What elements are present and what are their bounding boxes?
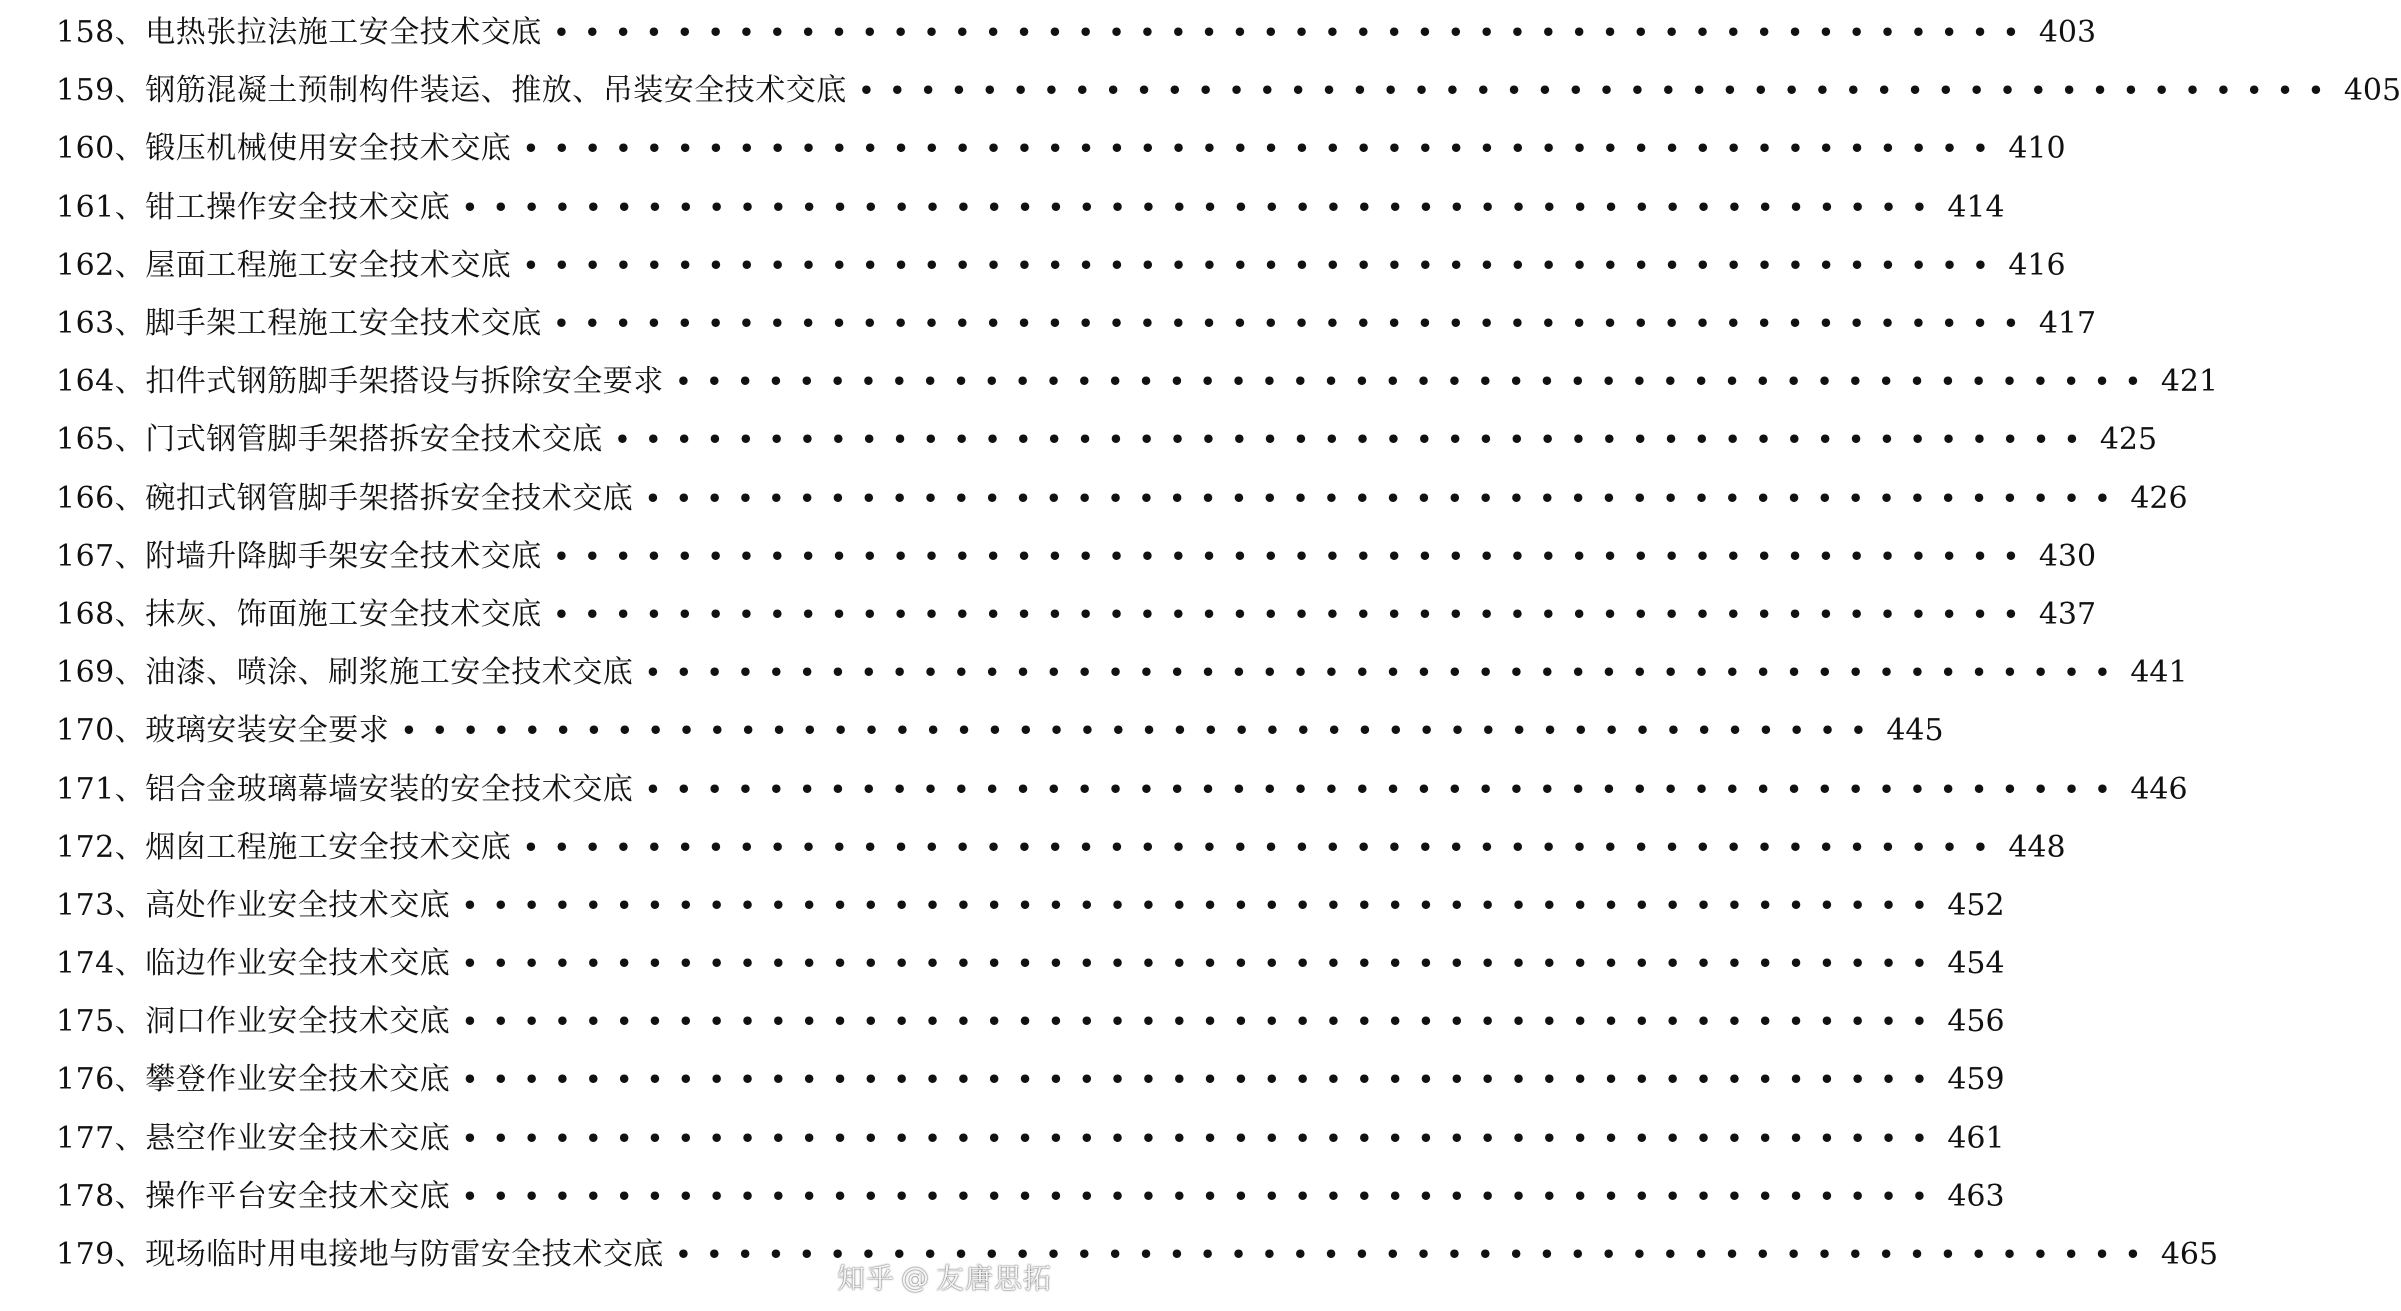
toc-entry <box>56 877 2005 935</box>
toc-dot-leader: •••••••••••••••••••••••••••••••••••••••••••••••• <box>553 18 2035 48</box>
toc-dot-leader: •••••••••••••••••••••••••••••••••••••••••••••••• <box>858 76 2340 106</box>
toc-entry-number: 163、 <box>56 306 146 342</box>
toc-entry-number: 159、 <box>56 73 146 109</box>
toc-entry-title <box>56 819 511 877</box>
watermark-author: 友唐思拓 <box>935 1262 1052 1295</box>
toc-entry-label: 洞口作业安全技术交底 <box>145 1004 451 1040</box>
toc-entry-number: 177、 <box>56 1120 146 1156</box>
toc-entry <box>56 1110 2005 1168</box>
toc-entry <box>56 819 2066 877</box>
toc-entry-title <box>56 935 450 993</box>
toc-entry-label: 铝合金玻璃幕墙安装的安全技术交底 <box>145 771 634 807</box>
toc-entry <box>56 295 2097 353</box>
toc-page-number: 456 <box>1947 1004 2005 1040</box>
toc-entry-title <box>56 761 633 819</box>
toc-entry-title <box>56 237 511 295</box>
toc-dot-leader: •••••••••••••••••••••••••••••••••••••••••••••••• <box>462 192 1943 222</box>
toc-page-number: 414 <box>1947 189 2005 225</box>
toc-entry-title <box>56 4 542 62</box>
toc-entry-number: 158、 <box>56 15 146 51</box>
toc-dot-leader: •••••••••••••••••••••••••••••••••••••••••••••••• <box>553 599 2035 629</box>
toc-entry-title <box>56 120 511 178</box>
toc-page-number: 425 <box>2099 422 2158 458</box>
toc-entry-number: 165、 <box>56 422 146 458</box>
toc-entry-title <box>56 586 542 644</box>
toc-entry-title <box>56 353 664 411</box>
toc-entry-number: 174、 <box>56 946 146 982</box>
toc-entry <box>56 353 2219 411</box>
toc-entry-number: 171、 <box>56 771 146 807</box>
toc-entry-number: 160、 <box>56 131 146 167</box>
toc-dot-leader: •••••••••••••••••••••••••••••••••••••••••••••••• <box>645 483 2126 513</box>
zhihu-watermark <box>837 1257 1052 1297</box>
toc-dot-leader: •••••••••••••••••••••••••••••••••••••••••••••••• <box>462 949 1943 979</box>
toc-dot-leader: •••••••••••••••••••••••••••••••••••••••••••••••• <box>401 716 1882 746</box>
toc-entry-label: 碗扣式钢管脚手架搭拆安全技术交底 <box>145 480 634 516</box>
toc-entry <box>56 528 2097 586</box>
toc-page-number: 441 <box>2130 655 2188 691</box>
toc-dot-leader: •••••••••••••••••••••••••••••••••••••••••••••••• <box>462 1181 1943 1211</box>
toc-entry <box>56 1168 2005 1226</box>
toc-page-number: 430 <box>2038 538 2097 574</box>
toc-page-number: 416 <box>2008 247 2066 283</box>
toc-entry-number: 175、 <box>56 1004 146 1040</box>
toc-entry-title <box>56 1226 664 1284</box>
toc-dot-leader: •••••••••••••••••••••••••••••••••••••••••••••••• <box>462 1123 1943 1153</box>
toc-page-number: 452 <box>1947 887 2005 923</box>
toc-entry-number: 164、 <box>56 364 146 400</box>
toc-entry-number: 169、 <box>56 655 146 691</box>
toc-entry-number: 179、 <box>56 1237 146 1273</box>
toc-page-number: 448 <box>2008 829 2066 865</box>
toc-page-number: 426 <box>2130 480 2188 516</box>
toc-page-number: 459 <box>1947 1062 2005 1098</box>
toc-dot-leader: •••••••••••••••••••••••••••••••••••••••••••••••• <box>675 367 2157 397</box>
toc-entry-label: 临边作业安全技术交底 <box>145 946 451 982</box>
toc-entry-title <box>56 993 450 1051</box>
toc-entry-number: 167、 <box>56 538 146 574</box>
toc-entry-number: 166、 <box>56 480 146 516</box>
toc-entry-label: 抹灰、饰面施工安全技术交底 <box>145 596 542 632</box>
toc-page-number: 461 <box>1947 1120 2005 1156</box>
toc-entry-label: 脚手架工程施工安全技术交底 <box>145 306 542 342</box>
toc-entry-title <box>56 470 633 528</box>
toc-page-number: 465 <box>2160 1237 2219 1273</box>
toc-dot-leader: •••••••••••••••••••••••••••••••••••••••••••••••• <box>462 890 1943 920</box>
toc-entry-number: 162、 <box>56 247 146 283</box>
toc-entry-title <box>56 1051 450 1109</box>
toc-entry-number: 176、 <box>56 1062 146 1098</box>
toc-entry-title <box>56 877 450 935</box>
toc-page-number: 454 <box>1947 946 2005 982</box>
toc-entry <box>56 62 2401 120</box>
table-of-contents <box>56 4 2401 1284</box>
toc-entry-label: 门式钢管脚手架搭拆安全技术交底 <box>145 422 603 458</box>
toc-dot-leader: •••••••••••••••••••••••••••••••••••••••••••••••• <box>553 309 2035 339</box>
toc-page-number: 463 <box>1947 1178 2005 1214</box>
toc-dot-leader: •••••••••••••••••••••••••••••••••••••••••••••••• <box>523 832 2004 862</box>
toc-entry-title <box>56 1110 450 1168</box>
toc-page-number: 437 <box>2038 596 2097 632</box>
toc-entry-number: 161、 <box>56 189 146 225</box>
toc-dot-leader: •••••••••••••••••••••••••••••••••••••••••••••••• <box>523 250 2004 280</box>
toc-entry-label: 悬空作业安全技术交底 <box>145 1120 451 1156</box>
toc-entry <box>56 586 2097 644</box>
toc-page-number: 403 <box>2038 15 2097 51</box>
toc-dot-leader: •••••••••••••••••••••••••••••••••••••••••••••••• <box>462 1007 1943 1037</box>
toc-entry <box>56 644 2188 702</box>
toc-entry-label: 现场临时用电接地与防雷安全技术交底 <box>145 1237 664 1273</box>
toc-entry-label: 攀登作业安全技术交底 <box>145 1062 451 1098</box>
toc-entry-label: 附墙升降脚手架安全技术交底 <box>145 538 542 574</box>
toc-entry-label: 电热张拉法施工安全技术交底 <box>145 15 542 51</box>
toc-entry-title <box>56 702 389 760</box>
toc-entry-label: 钳工操作安全技术交底 <box>145 189 451 225</box>
toc-dot-leader: •••••••••••••••••••••••••••••••••••••••••••••••• <box>553 541 2035 571</box>
watermark-brand: 知乎 <box>836 1262 895 1295</box>
toc-entry-label: 锻压机械使用安全技术交底 <box>145 131 512 167</box>
toc-entry-title <box>56 1168 450 1226</box>
toc-entry <box>56 120 2066 178</box>
toc-dot-leader: •••••••••••••••••••••••••••••••••••••••••••••••• <box>523 134 2004 164</box>
toc-entry-label: 屋面工程施工安全技术交底 <box>145 247 512 283</box>
toc-entry-title <box>56 179 450 237</box>
toc-entry <box>56 760 2188 818</box>
toc-dot-leader: •••••••••••••••••••••••••••••••••••••••••••••••• <box>675 1240 2157 1270</box>
toc-entry <box>56 237 2066 295</box>
toc-entry-label: 玻璃安装安全要求 <box>145 713 390 749</box>
toc-dot-leader: •••••••••••••••••••••••••••••••••••••••••••••••• <box>614 425 2096 455</box>
toc-entry <box>56 179 2005 237</box>
toc-entry <box>56 702 1944 760</box>
toc-entry-label: 烟囱工程施工安全技术交底 <box>145 829 512 865</box>
toc-entry-title <box>56 62 847 120</box>
watermark-separator: @ <box>900 1260 930 1294</box>
toc-entry <box>56 411 2158 469</box>
toc-entry-title <box>56 411 603 469</box>
toc-entry-number: 178、 <box>56 1178 146 1214</box>
toc-entry <box>56 1051 2005 1109</box>
toc-entry-title <box>56 295 542 353</box>
toc-page-number: 405 <box>2343 73 2401 109</box>
toc-entry-title <box>56 528 542 586</box>
toc-dot-leader: •••••••••••••••••••••••••••••••••••••••••••••••• <box>645 658 2126 688</box>
toc-entry-number: 172、 <box>56 829 146 865</box>
toc-entry-number: 170、 <box>56 713 146 749</box>
toc-entry <box>56 935 2005 993</box>
toc-entry <box>56 4 2097 62</box>
toc-entry-label: 钢筋混凝土预制构件装运、推放、吊装安全技术交底 <box>145 73 847 109</box>
toc-page-number: 421 <box>2160 364 2219 400</box>
toc-entry-label: 扣件式钢筋脚手架搭设与拆除安全要求 <box>145 364 664 400</box>
toc-page-number: 410 <box>2008 131 2066 167</box>
toc-entry <box>56 993 2005 1051</box>
toc-dot-leader: •••••••••••••••••••••••••••••••••••••••••••••••• <box>645 774 2126 804</box>
toc-entry-number: 168、 <box>56 596 146 632</box>
toc-page-number: 446 <box>2130 771 2188 807</box>
toc-page-number: 445 <box>1886 713 1944 749</box>
toc-entry-title <box>56 644 633 702</box>
toc-entry-label: 油漆、喷涂、刷浆施工安全技术交底 <box>145 655 634 691</box>
toc-page-number: 417 <box>2038 306 2097 342</box>
toc-entry-label: 操作平台安全技术交底 <box>145 1178 451 1214</box>
toc-entry-number: 173、 <box>56 887 146 923</box>
toc-entry <box>56 470 2188 528</box>
toc-entry-label: 高处作业安全技术交底 <box>145 887 451 923</box>
toc-dot-leader: •••••••••••••••••••••••••••••••••••••••••••••••• <box>462 1065 1943 1095</box>
